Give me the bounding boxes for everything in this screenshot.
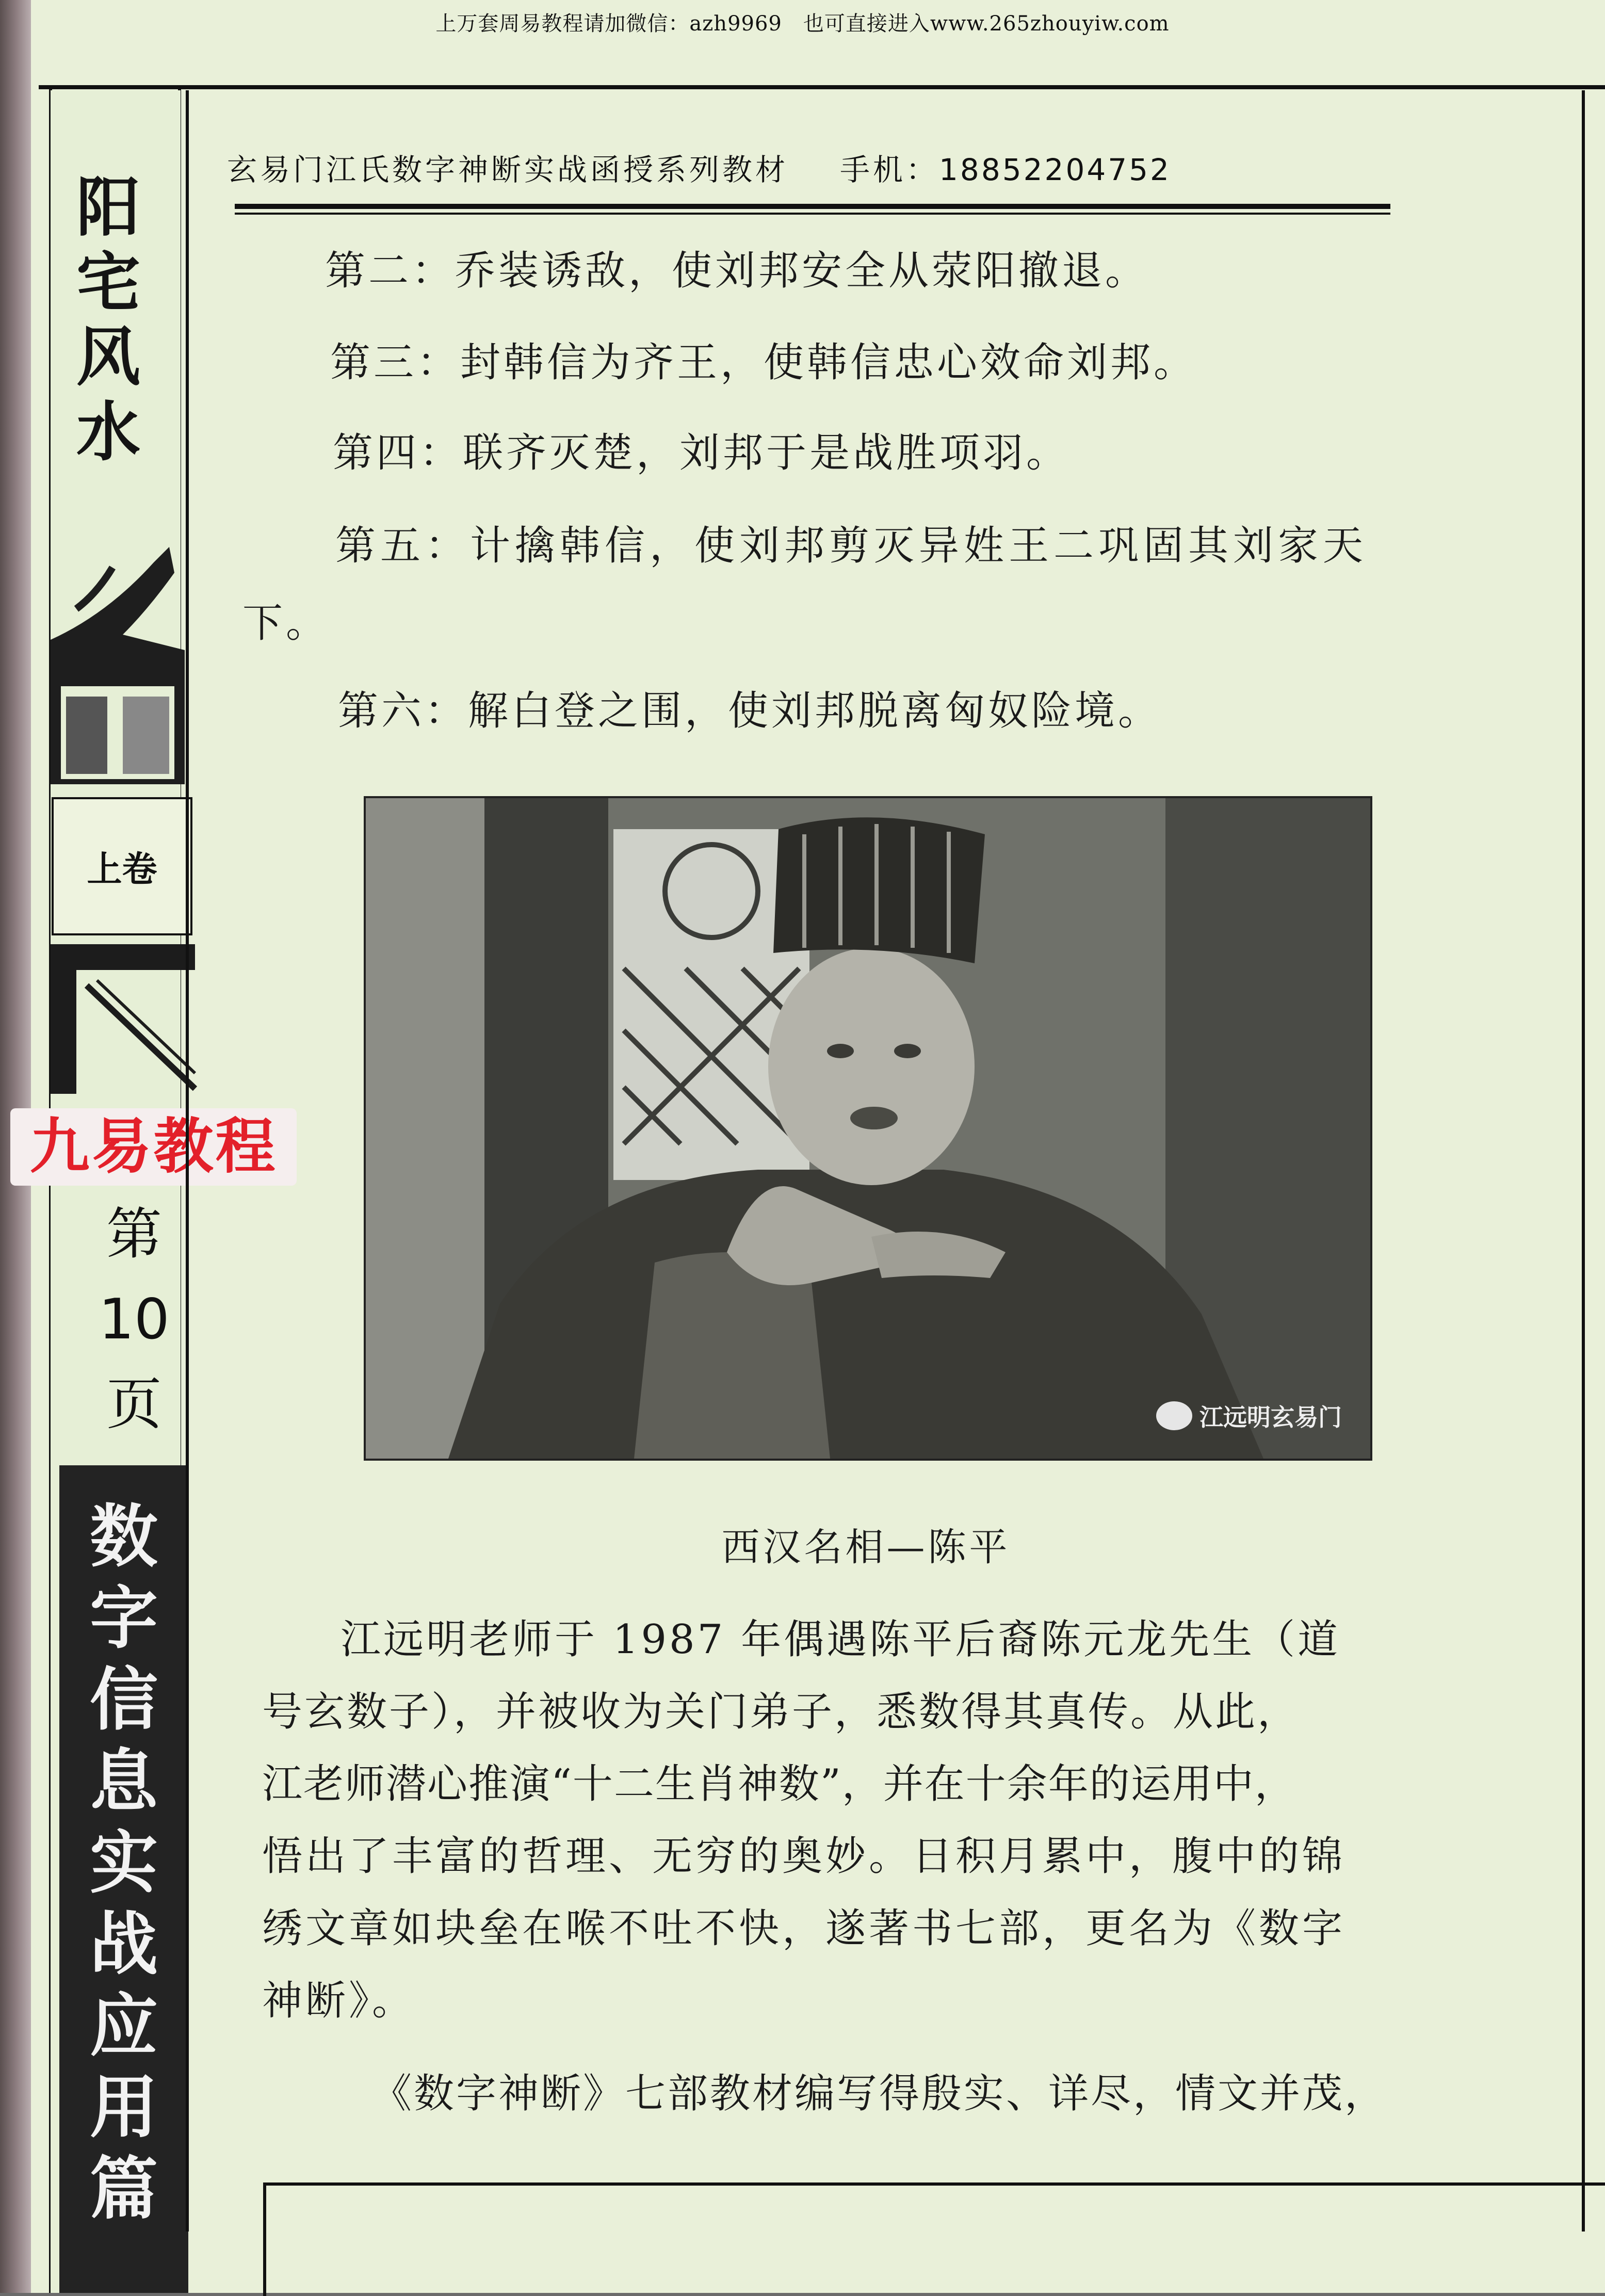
paragraph-line: 《数字神断》七部教材编写得殷实、详尽，情文并茂， [371,2071,1387,2117]
list-item-continued: 下。 [242,600,330,646]
series-banner [59,1465,188,2293]
wechat-icon [1156,1401,1192,1430]
running-header [227,145,1403,189]
list-item: 第六：解白登之围，使刘邦脱离匈奴险境。 [338,688,1162,734]
paragraph-line: 绣文章如块垒在喉不吐不快，遂著书七部，更名为《数字 [262,1905,1346,1952]
paragraph-line: 号玄数子），并被收为关门弟子，悉数得其真传。从此， [262,1689,1300,1735]
top-watermark: 上万套周易教程请加微信：azh9969 也可直接进入www.265zhouyiw.com [435,12,1170,36]
page-number-prefix: 第 [106,1202,162,1267]
top-rule [39,85,1605,89]
paragraph-line: 江老师潜心推演“十二生肖神数”，并在十余年的运用中， [262,1761,1296,1807]
page-number [83,1192,186,1447]
list-item: 第四：联齐灭楚，刘邦于是战胜项羽。 [333,430,1070,476]
series-title: 数字信息实战应用篇 [90,1497,158,2229]
corner-ornament [45,939,200,1094]
header-phone-label: 手机： [840,152,939,187]
list-item: 第二：乔装诱敌，使刘邦安全从荥阳撤退。 [325,248,1149,294]
photo-watermark-text: 江远明玄易门 [1199,1403,1342,1431]
book-title: 阳宅风水 [76,170,140,470]
paragraph-line: 悟出了丰富的哲理、无穷的奥妙。日积月累中，腹中的锦 [262,1833,1346,1880]
jiuyi-logo: 九易教程 [10,1108,297,1186]
volume-label: 上卷 [52,797,192,935]
page-number-value: 10 [99,1287,170,1352]
list-item: 第五：计擒韩信，使刘邦剪灭异姓王二巩固其刘家天 [335,523,1368,569]
page-number-suffix: 页 [106,1372,162,1437]
portrait-illustration [366,798,1370,1459]
header-phone: 18852204752 [939,152,1171,187]
paragraph-line: 神断》。 [262,1978,416,2024]
paragraph-line: 江远明老师于 1987 年偶遇陈平后裔陈元龙先生（道 [341,1616,1341,1663]
list-item: 第三：封韩信为齐王，使韩信忠心效命刘邦。 [330,339,1197,386]
footer-frame [263,2182,1605,2296]
portrait-photo [364,796,1372,1461]
photo-watermark [1156,1399,1342,1433]
photo-caption: 西汉名相—陈平 [721,1525,1011,1570]
header-series: 玄易门江氏数字神断实战函授系列教材 [227,152,789,187]
roof-illustration [45,531,195,789]
